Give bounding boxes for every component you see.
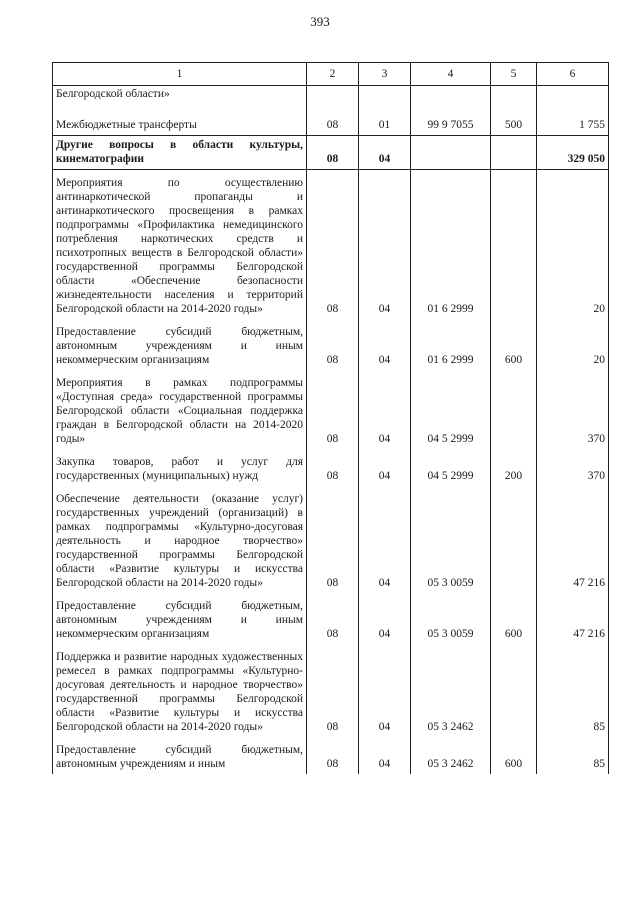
table-row [53, 449, 609, 486]
header-col-5: 5 [491, 63, 537, 86]
header-col-1: 1 [53, 63, 307, 86]
row-subsection: 04 [359, 737, 411, 774]
row-expense-type: 600 [491, 593, 537, 644]
table-row [53, 86, 609, 105]
row-description: Другие вопросы в области культуры, кинематографии [53, 136, 307, 170]
row-amount: 1 755 [537, 104, 609, 136]
row-subsection: 04 [359, 319, 411, 370]
row-description: Обеспечение деятельности (оказание услуг) государственных учреждений (организаций) в рамках подпрограммы «Культурно-досуговая деятельность и народное творчество» государственной программы Белгородской области «Развитие культуры и искусства Белгородской области на 2014-2020 годы» [53, 486, 307, 593]
row-target-article: 05 3 2462 [411, 644, 491, 737]
table-row [53, 737, 609, 774]
row-amount: 370 [537, 370, 609, 449]
row-expense-type: 200 [491, 449, 537, 486]
table-row [53, 319, 609, 370]
row-expense-type [491, 370, 537, 449]
row-expense-type: 500 [491, 104, 537, 136]
row-expense-type: 600 [491, 319, 537, 370]
page-number: 393 [310, 14, 330, 29]
row-subsection: 04 [359, 170, 411, 320]
row-section: 08 [307, 449, 359, 486]
row-amount: 370 [537, 449, 609, 486]
row-section: 08 [307, 737, 359, 774]
row-subsection: 04 [359, 136, 411, 170]
row-description: Закупка товаров, работ и услуг для государственных (муниципальных) нужд [53, 449, 307, 486]
row-section: 08 [307, 644, 359, 737]
row-target-article: 05 3 2462 [411, 737, 491, 774]
row-subsection: 04 [359, 486, 411, 593]
row-subsection: 04 [359, 644, 411, 737]
row-target-article [411, 86, 491, 105]
table-row [53, 593, 609, 644]
row-subsection: 04 [359, 593, 411, 644]
row-description: Предоставление субсидий бюджетным, автономным учреждениям и иным некоммерческим организациям [53, 319, 307, 370]
row-expense-type [491, 136, 537, 170]
row-description: Мероприятия в рамках подпрограммы «Доступная среда» государственной программы Белгородской области «Социальная поддержка граждан в Белгородской области на 2014-2020 годы» [53, 370, 307, 449]
row-amount: 47 216 [537, 486, 609, 593]
row-target-article: 05 3 0059 [411, 486, 491, 593]
row-amount: 20 [537, 170, 609, 320]
header-col-3: 3 [359, 63, 411, 86]
row-target-article: 04 5 2999 [411, 449, 491, 486]
row-target-article: 04 5 2999 [411, 370, 491, 449]
row-amount [537, 86, 609, 105]
table-row [53, 104, 609, 136]
row-amount: 47 216 [537, 593, 609, 644]
row-description: Предоставление субсидий бюджетным, автономным учреждениям и иным [53, 737, 307, 774]
table-row [53, 170, 609, 320]
table-row [53, 486, 609, 593]
table-body [53, 86, 609, 775]
row-amount: 329 050 [537, 136, 609, 170]
row-amount: 85 [537, 737, 609, 774]
row-section: 08 [307, 319, 359, 370]
row-expense-type: 600 [491, 737, 537, 774]
row-target-article: 01 6 2999 [411, 170, 491, 320]
header-row [53, 63, 609, 86]
table-row [53, 370, 609, 449]
row-description: Мероприятия по осуществлению антинаркотической пропаганды и антинаркотического просвещения в рамках подпрограммы «Профилактика немедицинского потребления наркотических средств и психотропных веществ в Белгородской области» государственной программы Белгородской области «Обеспечение безопасности жизнедеятельности населения и территорий Белгородской области на 2014-2020 годы» [53, 170, 307, 320]
row-subsection: 04 [359, 370, 411, 449]
row-amount: 85 [537, 644, 609, 737]
row-section: 08 [307, 136, 359, 170]
row-description: Белгородской области» [53, 86, 307, 105]
header-col-2: 2 [307, 63, 359, 86]
row-description: Межбюджетные трансферты [53, 104, 307, 136]
row-section [307, 86, 359, 105]
row-section: 08 [307, 593, 359, 644]
row-section: 08 [307, 170, 359, 320]
budget-table [52, 62, 609, 774]
row-target-article [411, 136, 491, 170]
row-target-article: 05 3 0059 [411, 593, 491, 644]
table-row-total [53, 136, 609, 170]
row-amount: 20 [537, 319, 609, 370]
row-subsection [359, 86, 411, 105]
row-section: 08 [307, 104, 359, 136]
row-expense-type [491, 86, 537, 105]
row-description: Поддержка и развитие народных художественных ремесел в рамках подпрограммы «Культурно-досуговая деятельность и народное творчество» государственной программы Белгородской области «Развитие культуры и искусства Белгородской области на 2014-2020 годы» [53, 644, 307, 737]
row-section: 08 [307, 370, 359, 449]
row-expense-type [491, 170, 537, 320]
row-description: Предоставление субсидий бюджетным, автономным учреждениям и иным некоммерческим организациям [53, 593, 307, 644]
table-row [53, 644, 609, 737]
table-header [53, 63, 609, 86]
row-expense-type [491, 644, 537, 737]
header-col-6: 6 [537, 63, 609, 86]
row-target-article: 99 9 7055 [411, 104, 491, 136]
row-target-article: 01 6 2999 [411, 319, 491, 370]
row-expense-type [491, 486, 537, 593]
header-col-4: 4 [411, 63, 491, 86]
row-subsection: 01 [359, 104, 411, 136]
row-section: 08 [307, 486, 359, 593]
row-subsection: 04 [359, 449, 411, 486]
